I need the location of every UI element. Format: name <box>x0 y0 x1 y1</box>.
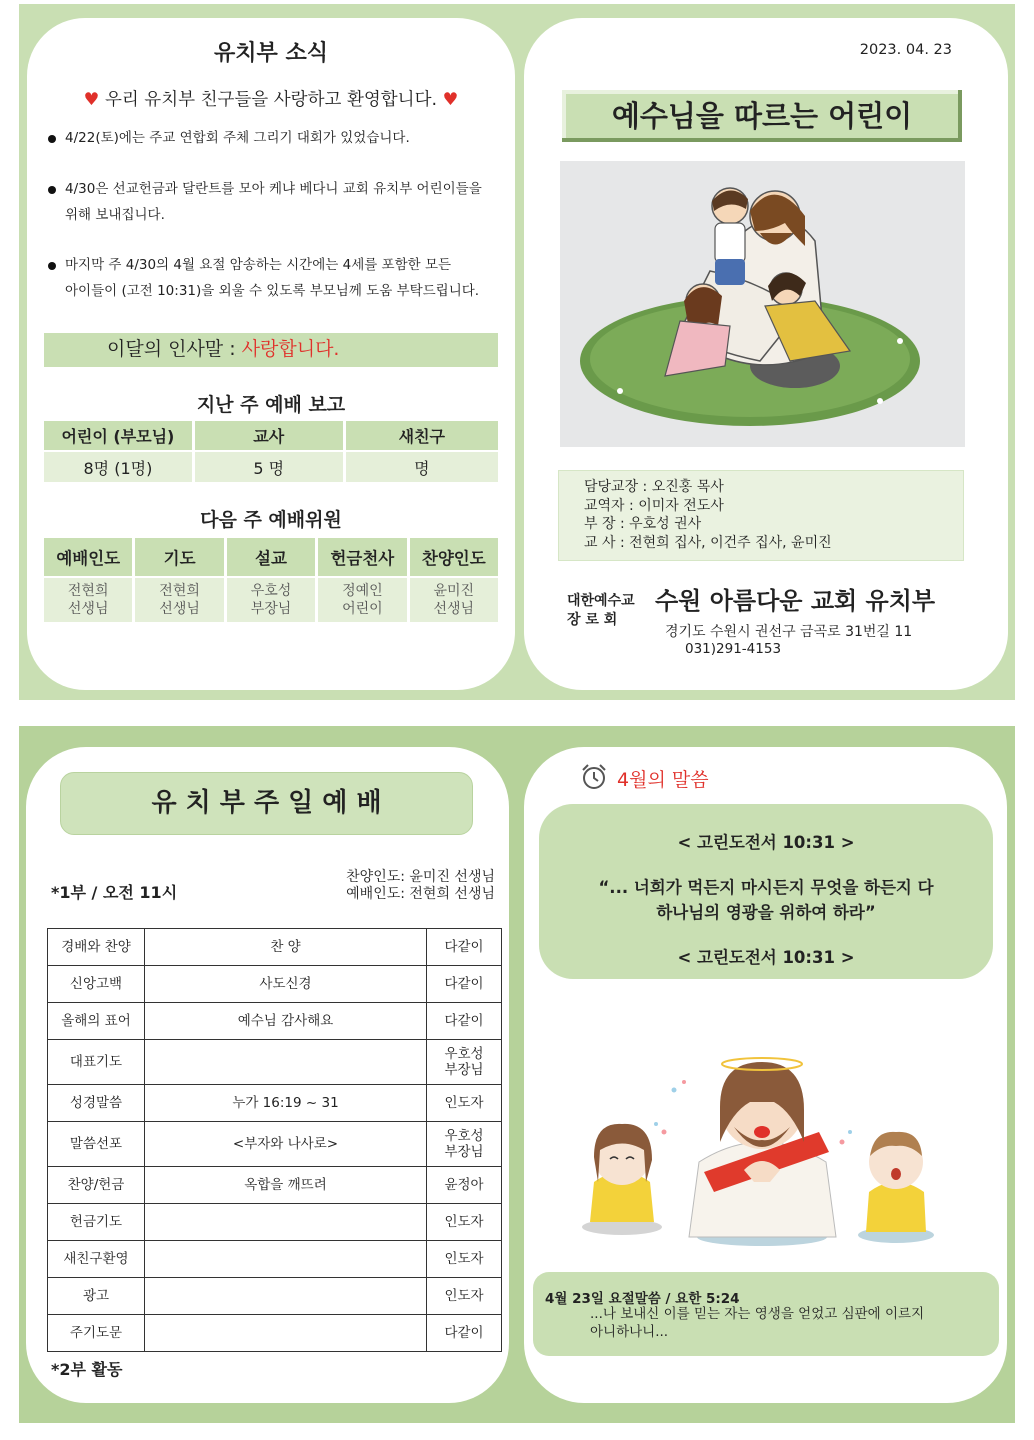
next-service-table <box>41 536 501 624</box>
person-name: 윤미진 <box>433 583 475 599</box>
report-header: 교사 <box>195 421 343 450</box>
bullet-text: 4/22(토)에는 주교 연합회 주체 그리기 대회가 있었습니다. <box>65 130 410 146</box>
bullet-text: 아이들이 (고전 10:31)을 외울 수 있도록 부모님께 도움 부탁드립니다. <box>65 283 480 299</box>
service-person <box>44 578 132 622</box>
worship-order-row <box>48 1040 502 1085</box>
news-bullet <box>48 252 508 304</box>
order-leader <box>427 1003 502 1040</box>
verse-box <box>539 804 993 979</box>
bullet-text: 4/30은 선교헌금과 달란트를 모아 케냐 베다니 교회 유치부 어린이들을 <box>65 181 482 197</box>
service-role: 기도 <box>135 538 223 576</box>
leader-line: 부장님 <box>444 1062 484 1078</box>
leader-line: 인도자 <box>444 1288 484 1304</box>
order-leader <box>427 1167 502 1204</box>
praise-leader: 찬양인도: 윤미진 선생님 <box>346 869 495 885</box>
person-name: 전현희 <box>67 583 109 599</box>
order-leader <box>427 966 502 1003</box>
word-card <box>524 747 1007 1403</box>
report-header: 새친구 <box>346 421 498 450</box>
greeting-value: 사랑합니다. <box>241 338 340 360</box>
report-value: 8명 (1명) <box>44 452 192 482</box>
praying-illustration <box>574 1032 974 1247</box>
order-content <box>145 1204 427 1241</box>
cover-title: 예수님을 따르는 어린이 <box>611 99 913 133</box>
order-content <box>145 1278 427 1315</box>
part2-label: *2부 활동 <box>51 1360 123 1379</box>
verse-line: “... 너희가 먹든지 마시든지 무엇을 하든지 다 <box>598 878 934 897</box>
next-service-title: 다음 주 예배위원 <box>200 509 342 531</box>
person-title: 선생님 <box>433 601 475 617</box>
service-role: 설교 <box>227 538 315 576</box>
worship-title: 유 치 부 주 일 예 배 <box>151 788 382 818</box>
staff-line: 부 장 : 우호성 권사 <box>584 516 702 532</box>
news-bullet <box>48 125 508 151</box>
leader-line: 다같이 <box>444 976 484 992</box>
order-content: 사도신경 <box>145 966 427 1003</box>
order-content <box>145 1040 427 1085</box>
greeting-label: 이달의 인사말 : <box>107 338 242 360</box>
service-role: 예배인도 <box>44 538 132 576</box>
worship-leader: 예배인도: 전현희 선생님 <box>346 886 495 902</box>
service-role: 헌금천사 <box>318 538 406 576</box>
memory-title: 4월 23일 요절말씀 / 요한 5:24 <box>545 1291 740 1307</box>
worship-order-row <box>48 1085 502 1122</box>
part1-label: *1부 / 오전 11시 <box>51 883 178 902</box>
order-leader <box>427 1204 502 1241</box>
staff-box <box>558 470 964 561</box>
verse-ref-top: < 고린도전서 10:31 > <box>677 833 855 852</box>
person-name: 정예인 <box>342 583 383 599</box>
word-header <box>581 765 709 792</box>
worship-order-row <box>48 1167 502 1204</box>
worship-order-row <box>48 1241 502 1278</box>
order-item: 대표기도 <box>48 1040 145 1085</box>
person-title: 선생님 <box>67 601 109 617</box>
worship-order-row <box>48 1315 502 1352</box>
bullet-icon <box>48 135 56 143</box>
order-item: 경배와 찬양 <box>48 929 145 966</box>
heart-icon: ♥ <box>442 90 459 110</box>
word-title: 4월의 말씀 <box>617 769 709 791</box>
illustration-svg <box>574 1032 974 1247</box>
bulletin-front-sheet <box>19 4 1015 700</box>
order-leader <box>427 929 502 966</box>
staff-line: 담당교장 : 오진홍 목사 <box>584 479 724 495</box>
cover-title-box <box>562 90 962 142</box>
leader-line: 다같이 <box>444 939 484 955</box>
worship-order-table <box>47 928 502 1352</box>
order-content <box>145 1241 427 1278</box>
leader-line: 인도자 <box>444 1214 484 1230</box>
cover-card <box>524 18 1008 690</box>
bullet-text: 위해 보내집니다. <box>65 207 165 223</box>
memory-verse-box <box>533 1272 999 1356</box>
staff-line: 교 사 : 전현희 집사, 이건주 집사, 윤미진 <box>584 534 832 551</box>
leader-line: 다같이 <box>444 1325 484 1341</box>
order-content: 찬 양 <box>145 929 427 966</box>
service-role: 찬양인도 <box>410 538 498 576</box>
report-value: 5 명 <box>195 452 343 482</box>
leader-line: 윤정아 <box>444 1177 484 1193</box>
order-leader <box>427 1241 502 1278</box>
order-content <box>145 1315 427 1352</box>
leader-line: 우호성 <box>444 1046 484 1062</box>
bulletin-inside-sheet <box>19 726 1015 1423</box>
order-leader <box>427 1278 502 1315</box>
order-leader <box>427 1040 502 1085</box>
church-address: 경기도 수원시 권선구 금곡로 31번길 11 <box>665 624 913 640</box>
service-person <box>318 578 406 622</box>
bullet-icon <box>48 262 56 270</box>
welcome-text: 우리 유치부 친구들을 사랑하고 환영합니다. <box>104 90 438 110</box>
person-name: 전현희 <box>159 583 200 599</box>
order-item: 찬양/헌금 <box>48 1167 145 1204</box>
memory-line: 아니하나니... <box>590 1324 669 1340</box>
order-item: 새친구환영 <box>48 1241 145 1278</box>
report-value: 명 <box>346 452 498 482</box>
church-phone: 031)291-4153 <box>685 641 782 657</box>
order-content: <부자와 나사로> <box>145 1122 427 1167</box>
order-item: 말씀선포 <box>48 1122 145 1167</box>
report-title: 지난 주 예배 보고 <box>196 394 346 416</box>
church-name: 수원 아름다운 교회 유치부 <box>655 587 936 615</box>
leader-line: 우호성 <box>444 1128 484 1144</box>
service-person <box>135 578 223 622</box>
order-item: 광고 <box>48 1278 145 1315</box>
report-table <box>41 419 501 484</box>
order-content: 예수님 감사해요 <box>145 1003 427 1040</box>
order-item: 올해의 표어 <box>48 1003 145 1040</box>
verse-line: 하나님의 영광을 위하여 하라” <box>656 903 876 922</box>
service-person <box>410 578 498 622</box>
leader-line: 인도자 <box>444 1251 484 1267</box>
person-title: 어린이 <box>342 601 383 617</box>
order-item: 신앙고백 <box>48 966 145 1003</box>
order-content: 옥합을 깨뜨려 <box>145 1167 427 1204</box>
worship-order-row <box>48 966 502 1003</box>
worship-order-row <box>48 1278 502 1315</box>
worship-card <box>26 747 509 1403</box>
denomination-line: 대한예수교 <box>567 593 635 609</box>
order-leader <box>427 1122 502 1167</box>
service-person <box>227 578 315 622</box>
person-title: 부장님 <box>250 601 292 617</box>
news-bullet <box>48 176 508 228</box>
bulletin-date: 2023. 04. 23 <box>859 42 952 58</box>
denomination-line: 장 로 회 <box>567 612 618 628</box>
welcome-line <box>27 86 515 111</box>
person-name: 우호성 <box>250 583 292 599</box>
monthly-greeting <box>44 333 498 367</box>
worship-title-box <box>60 772 473 835</box>
staff-line: 교역자 : 이미자 전도사 <box>584 497 724 514</box>
verse-ref-bottom: < 고린도전서 10:31 > <box>677 948 855 967</box>
order-item: 헌금기도 <box>48 1204 145 1241</box>
order-content: 누가 16:19 ~ 31 <box>145 1085 427 1122</box>
memory-line: ...나 보내신 이를 믿는 자는 영생을 얻었고 심판에 이르지 <box>590 1306 925 1322</box>
order-item: 성경말씀 <box>48 1085 145 1122</box>
worship-order-row <box>48 929 502 966</box>
illustration-svg <box>560 161 965 447</box>
leader-line: 부장님 <box>444 1144 484 1160</box>
worship-order-row <box>48 1122 502 1167</box>
news-title: 유치부 소식 <box>214 41 328 66</box>
order-leader <box>427 1315 502 1352</box>
report-header: 어린이 (부모님) <box>44 421 192 450</box>
worship-order-row <box>48 1003 502 1040</box>
leaders <box>346 869 495 903</box>
order-leader <box>427 1085 502 1122</box>
bullet-icon <box>48 186 56 194</box>
bullet-text: 마지막 주 4/30의 4월 요절 암송하는 시간에는 4세를 포함한 모든 <box>65 257 452 273</box>
worship-order-row <box>48 1204 502 1241</box>
order-item: 주기도문 <box>48 1315 145 1352</box>
alarm-clock-icon <box>579 762 609 792</box>
leader-line: 인도자 <box>444 1095 484 1111</box>
jesus-children-illustration <box>560 161 965 447</box>
leader-line: 다같이 <box>444 1013 484 1029</box>
heart-icon: ♥ <box>83 90 100 110</box>
person-title: 선생님 <box>159 601 200 617</box>
news-card <box>27 18 515 690</box>
denomination <box>567 592 635 630</box>
